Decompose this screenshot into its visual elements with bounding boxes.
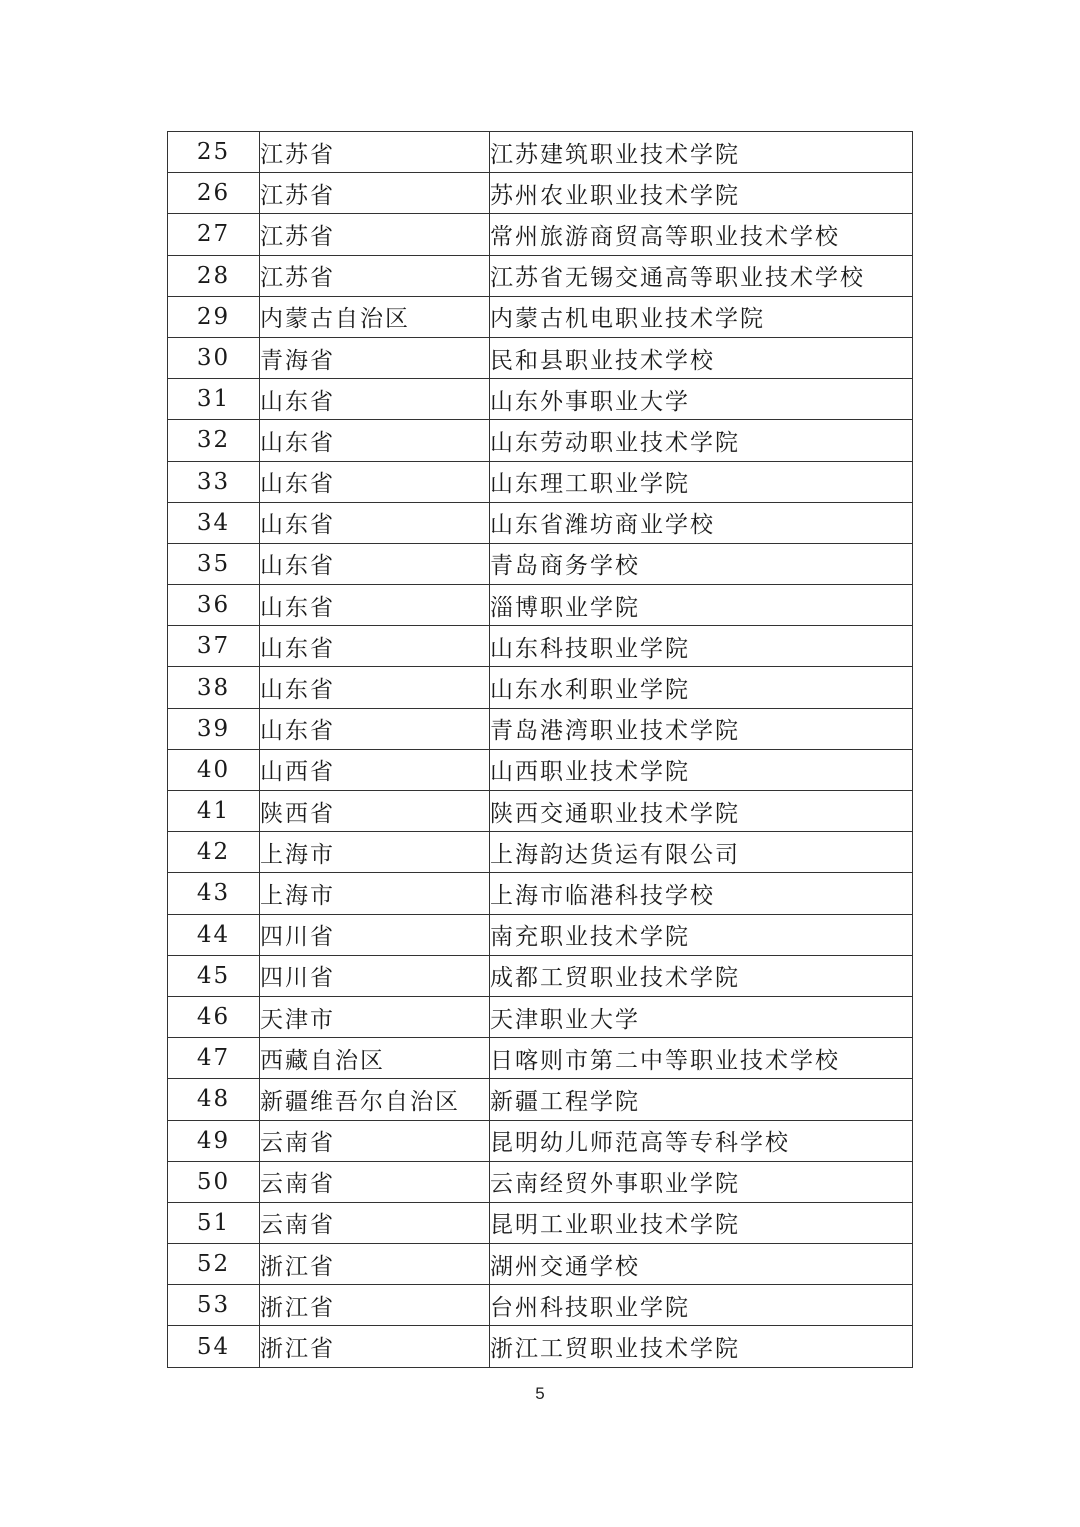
table-row [168,255,913,296]
province-cell: 上海市 [260,873,490,914]
province-cell: 浙江省 [260,1244,490,1285]
province-cell: 云南省 [260,1120,490,1161]
province-cell: 江苏省 [260,214,490,255]
row-number-cell: 51 [168,1202,260,1243]
province-cell: 江苏省 [260,255,490,296]
table-row [168,873,913,914]
school-name-cell: 湖州交通学校 [490,1244,913,1285]
table-row [168,1038,913,1079]
row-number-cell: 35 [168,543,260,584]
table-row [168,461,913,502]
school-name-cell: 日喀则市第二中等职业技术学校 [490,1038,913,1079]
school-name-cell: 南充职业技术学院 [490,914,913,955]
province-cell: 新疆维吾尔自治区 [260,1079,490,1120]
row-number-cell: 46 [168,996,260,1037]
table-body [168,132,913,1368]
row-number-cell: 45 [168,955,260,996]
table-row [168,173,913,214]
province-cell: 山东省 [260,420,490,461]
row-number-cell: 25 [168,132,260,173]
province-cell: 山东省 [260,461,490,502]
row-number-cell: 49 [168,1120,260,1161]
row-number-cell: 27 [168,214,260,255]
table-row [168,1244,913,1285]
school-name-cell: 上海韵达货运有限公司 [490,832,913,873]
row-number-cell: 26 [168,173,260,214]
province-cell: 云南省 [260,1161,490,1202]
school-name-cell: 山东省潍坊商业学校 [490,502,913,543]
school-name-cell: 云南经贸外事职业学院 [490,1161,913,1202]
row-number-cell: 53 [168,1285,260,1326]
table-row [168,296,913,337]
table-row [168,626,913,667]
table-row [168,379,913,420]
province-cell: 天津市 [260,996,490,1037]
table-row [168,1202,913,1243]
school-name-cell: 淄博职业学院 [490,585,913,626]
school-name-cell: 天津职业大学 [490,996,913,1037]
school-name-cell: 成都工贸职业技术学院 [490,955,913,996]
row-number-cell: 34 [168,502,260,543]
row-number-cell: 38 [168,667,260,708]
row-number-cell: 28 [168,255,260,296]
row-number-cell: 40 [168,749,260,790]
school-name-cell: 青岛商务学校 [490,543,913,584]
school-name-cell: 山西职业技术学院 [490,749,913,790]
school-name-cell: 山东科技职业学院 [490,626,913,667]
table-row [168,1120,913,1161]
row-number-cell: 39 [168,708,260,749]
school-name-cell: 浙江工贸职业技术学院 [490,1326,913,1367]
province-cell: 江苏省 [260,132,490,173]
table-row [168,585,913,626]
table-row [168,420,913,461]
page-number: 5 [535,1384,545,1403]
table-row [168,1079,913,1120]
school-name-cell: 民和县职业技术学校 [490,337,913,378]
row-number-cell: 32 [168,420,260,461]
table-row [168,1161,913,1202]
table-row [168,996,913,1037]
province-cell: 上海市 [260,832,490,873]
table-row [168,337,913,378]
table-row [168,832,913,873]
row-number-cell: 47 [168,1038,260,1079]
school-name-cell: 台州科技职业学院 [490,1285,913,1326]
table-row [168,1326,913,1367]
province-cell: 山东省 [260,708,490,749]
row-number-cell: 30 [168,337,260,378]
table-row [168,502,913,543]
school-name-cell: 常州旅游商贸高等职业技术学校 [490,214,913,255]
row-number-cell: 29 [168,296,260,337]
school-name-cell: 山东外事职业大学 [490,379,913,420]
table-row [168,667,913,708]
row-number-cell: 31 [168,379,260,420]
province-cell: 山东省 [260,585,490,626]
row-number-cell: 36 [168,585,260,626]
table-row [168,914,913,955]
province-cell: 四川省 [260,955,490,996]
school-name-cell: 苏州农业职业技术学院 [490,173,913,214]
school-name-cell: 山东劳动职业技术学院 [490,420,913,461]
school-name-cell: 江苏建筑职业技术学院 [490,132,913,173]
province-cell: 江苏省 [260,173,490,214]
table-row [168,1285,913,1326]
province-cell: 浙江省 [260,1326,490,1367]
row-number-cell: 43 [168,873,260,914]
province-cell: 西藏自治区 [260,1038,490,1079]
row-number-cell: 48 [168,1079,260,1120]
province-cell: 四川省 [260,914,490,955]
table-row [168,543,913,584]
province-cell: 浙江省 [260,1285,490,1326]
school-name-cell: 陕西交通职业技术学院 [490,791,913,832]
school-name-cell: 山东水利职业学院 [490,667,913,708]
table-row [168,791,913,832]
province-cell: 山西省 [260,749,490,790]
table-row [168,132,913,173]
table-row [168,214,913,255]
province-cell: 青海省 [260,337,490,378]
school-name-cell: 昆明幼儿师范高等专科学校 [490,1120,913,1161]
province-cell: 内蒙古自治区 [260,296,490,337]
province-cell: 山东省 [260,543,490,584]
province-cell: 山东省 [260,502,490,543]
province-cell: 山东省 [260,379,490,420]
row-number-cell: 37 [168,626,260,667]
row-number-cell: 42 [168,832,260,873]
school-name-cell: 昆明工业职业技术学院 [490,1202,913,1243]
row-number-cell: 33 [168,461,260,502]
school-name-cell: 新疆工程学院 [490,1079,913,1120]
table-row [168,708,913,749]
school-name-cell: 江苏省无锡交通高等职业技术学校 [490,255,913,296]
school-name-cell: 山东理工职业学院 [490,461,913,502]
province-cell: 山东省 [260,667,490,708]
row-number-cell: 44 [168,914,260,955]
province-cell: 云南省 [260,1202,490,1243]
school-name-cell: 内蒙古机电职业技术学院 [490,296,913,337]
table-row [168,955,913,996]
row-number-cell: 50 [168,1161,260,1202]
row-number-cell: 52 [168,1244,260,1285]
school-name-cell: 上海市临港科技学校 [490,873,913,914]
row-number-cell: 41 [168,791,260,832]
province-cell: 山东省 [260,626,490,667]
school-name-cell: 青岛港湾职业技术学院 [490,708,913,749]
province-cell: 陕西省 [260,791,490,832]
school-list-table [167,131,913,1368]
row-number-cell: 54 [168,1326,260,1367]
table-row [168,749,913,790]
